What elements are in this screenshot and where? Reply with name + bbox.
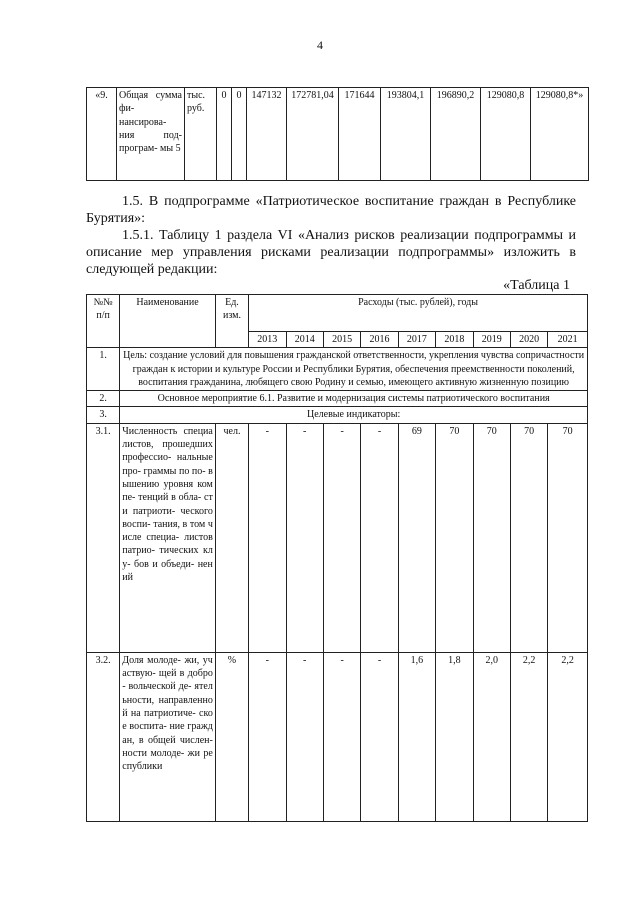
row-number: 3.2. [87, 652, 120, 821]
value-cell: 1,8 [436, 652, 473, 821]
header-unit: Ед. изм. [215, 295, 248, 348]
value-cell: - [323, 652, 360, 821]
value-cell: 0 [217, 88, 232, 181]
value-cell: 129080,8 [481, 88, 531, 181]
table-header-row [87, 295, 588, 332]
table-row-indicators [87, 407, 588, 423]
table-row-main-activity [87, 391, 588, 407]
value-cell: 171644 [339, 88, 381, 181]
paragraph-subprogram: 1.5. В подпрограмме «Патриотическое воспитание граждан в Республике Бурятия»: [86, 194, 576, 226]
table-row-indicator-volunteers [87, 652, 588, 821]
indicator-unit: чел. [215, 423, 248, 652]
indicator-name: Доля молоде- жи, участвую- щей в добро- вольческой де- ятельности, направленной на патриотиче- ское воспита- ние граждан, в общей числен- ности молоде- жи республики [120, 652, 216, 821]
finance-total-row [87, 88, 589, 181]
year-header: 2015 [323, 332, 360, 348]
row-number: 3.1. [87, 423, 120, 652]
value-cell: 70 [548, 423, 588, 652]
row-number: «9. [87, 88, 117, 181]
value-cell: 69 [398, 423, 435, 652]
value-cell: 0 [232, 88, 247, 181]
row-name: Общая сумма фи- нансирова- ния под- програм- мы 5 [117, 88, 185, 181]
value-cell: 129080,8*» [531, 88, 589, 181]
value-cell: 172781,04 [287, 88, 339, 181]
year-header: 2014 [286, 332, 323, 348]
value-cell: 147132 [247, 88, 287, 181]
header-num: №№ п/п [87, 295, 120, 348]
value-cell: - [249, 423, 286, 652]
year-header: 2021 [548, 332, 588, 348]
table-row-goal [87, 348, 588, 391]
value-cell: 2,2 [510, 652, 547, 821]
row-number: 2. [87, 391, 120, 407]
year-header: 2020 [510, 332, 547, 348]
value-cell: 2,2 [548, 652, 588, 821]
header-name: Наименование [120, 295, 216, 348]
table-caption: «Таблица 1 [503, 278, 570, 293]
value-cell: - [323, 423, 360, 652]
goal-text: Цель: создание условий для повышения гражданской ответственности, укрепления чувства сопричастности граждан к истории и культуре России и Республики Бурятия, обеспечения преемственности поколений, воспитания гражданина, любящего свою Родину и семью, имеющего активную жизненную позицию [120, 348, 588, 391]
indicator-name: Численность специалистов, прошедших профессио- нальные про- граммы по по- вышению уровня компе- тенций в обла- сти патриоти- ческого воспи- тания, в том числе специа- листов патрио- тических клу- бов и объеди- нений [120, 423, 216, 652]
row-number: 1. [87, 348, 120, 391]
value-cell: - [249, 652, 286, 821]
value-cell: 1,6 [398, 652, 435, 821]
value-cell: 193804,1 [381, 88, 431, 181]
year-header: 2019 [473, 332, 510, 348]
year-header: 2018 [436, 332, 473, 348]
year-header: 2017 [398, 332, 435, 348]
risk-table [86, 294, 588, 822]
table-row-indicator-specialists [87, 423, 588, 652]
value-cell: 196890,2 [431, 88, 481, 181]
row-number: 3. [87, 407, 120, 423]
main-activity-text: Основное мероприятие 6.1. Развитие и модернизация системы патриотического воспитания [120, 391, 588, 407]
header-expenses: Расходы (тыс. рублей), годы [249, 295, 588, 332]
value-cell: 2,0 [473, 652, 510, 821]
value-cell: 70 [510, 423, 547, 652]
page-number: 4 [317, 38, 323, 52]
indicators-heading: Целевые индикаторы: [120, 407, 588, 423]
year-header: 2016 [361, 332, 398, 348]
row-unit: тыс. руб. [185, 88, 217, 181]
year-header: 2013 [249, 332, 286, 348]
value-cell: - [361, 423, 398, 652]
finance-total-table [86, 87, 589, 181]
value-cell: - [286, 423, 323, 652]
indicator-unit: % [215, 652, 248, 821]
value-cell: - [361, 652, 398, 821]
value-cell: - [286, 652, 323, 821]
value-cell: 70 [436, 423, 473, 652]
value-cell: 70 [473, 423, 510, 652]
paragraph-table-instruction: 1.5.1. Таблицу 1 раздела VI «Анализ рисков реализации подпрограммы и описание мер управления рисками реализации подпрограммы» изложить в следующей редакции: [86, 228, 576, 277]
